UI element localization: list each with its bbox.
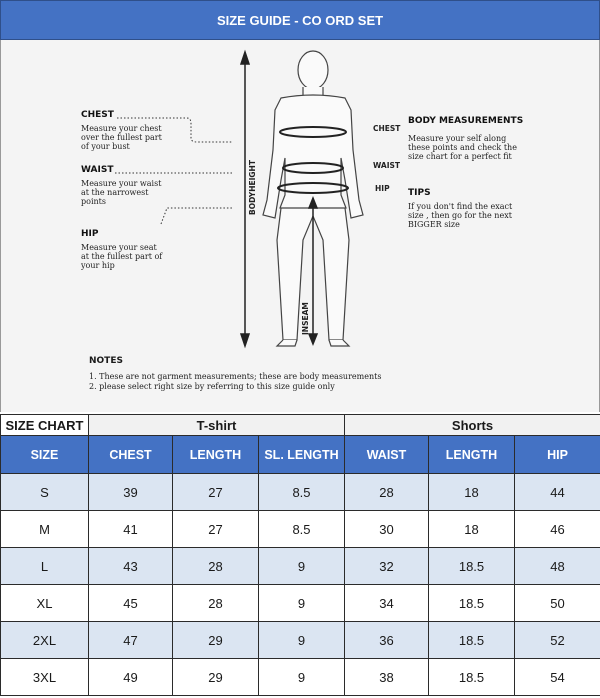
body-measurements-line: size chart for a perfect fit [408,152,512,161]
table-row [1,548,600,585]
chest-line: over the fullest part [81,133,162,142]
waist-line: points [81,197,106,206]
size-chart-label: SIZE CHART [1,415,89,436]
table-cell: 30 [345,511,429,548]
tips-line: BIGGER size [408,220,460,229]
body-measurements-description [408,134,517,161]
size-chart-table [0,414,600,696]
column-header: HIP [515,436,600,474]
table-row [1,659,600,696]
table-cell: S [1,474,89,511]
column-header: LENGTH [173,436,259,474]
chest-description [81,124,162,151]
tips-title: TIPS [408,188,431,198]
table-cell: M [1,511,89,548]
table-cell: 28 [173,548,259,585]
page-title [0,0,600,40]
table-cell: 18.5 [429,659,515,696]
table-cell: 47 [89,622,173,659]
table-cell: 29 [173,622,259,659]
table-cell: 38 [345,659,429,696]
table-cell: 44 [515,474,600,511]
table-cell: 18 [429,474,515,511]
table-cell: L [1,548,89,585]
table-cell: 41 [89,511,173,548]
column-header: SIZE [1,436,89,474]
column-header: CHEST [89,436,173,474]
table-cell: XL [1,585,89,622]
table-cell: 39 [89,474,173,511]
inseam-label: INSEAM [301,302,310,335]
note-item: 1. These are not garment measurements; these are body measurements [89,372,382,381]
table-row [1,474,600,511]
table-cell: 45 [89,585,173,622]
table-cell: 3XL [1,659,89,696]
table-cell: 43 [89,548,173,585]
hip-line: your hip [81,261,115,270]
shorts-group-header: Shorts [345,415,600,436]
table-cell: 18.5 [429,548,515,585]
column-header: WAIST [345,436,429,474]
table-cell: 27 [173,474,259,511]
column-header-row [1,436,600,474]
table-cell: 36 [345,622,429,659]
hip-title: HIP [81,229,99,239]
chest-line: Measure your chest [81,124,162,133]
table-cell: 9 [259,548,345,585]
table-cell: 54 [515,659,600,696]
table-cell: 50 [515,585,600,622]
figure-waist-label: WAIST [373,161,401,170]
tips-line: size , then go for the next [408,211,512,220]
table-row [1,511,600,548]
tips-description [408,202,512,229]
table-cell: 32 [345,548,429,585]
column-header: LENGTH [429,436,515,474]
tips-line: If you don't find the exact [408,202,513,211]
page-title-text: SIZE GUIDE - CO ORD SET [216,12,384,28]
note-item: 2. please select right size by referring to this size guide only [89,382,335,391]
table-cell: 9 [259,585,345,622]
table-cell: 8.5 [259,474,345,511]
bodyheight-label: BODYHEIGHT [248,160,257,215]
table-cell: 46 [515,511,600,548]
waist-title: WAIST [81,165,114,175]
table-cell: 9 [259,659,345,696]
table-cell: 2XL [1,622,89,659]
hip-line: at the fullest part of [81,252,163,261]
tshirt-group-header: T-shirt [89,415,345,436]
table-cell: 34 [345,585,429,622]
waist-line: Measure your waist [81,179,162,188]
size-chart-group-row [1,415,600,436]
table-cell: 28 [345,474,429,511]
table-cell: 18.5 [429,585,515,622]
chest-line: of your bust [81,142,130,151]
table-cell: 48 [515,548,600,585]
hip-description [81,243,162,270]
table-cell: 9 [259,622,345,659]
body-measurements-line: Measure your self along [408,134,507,143]
table-cell: 8.5 [259,511,345,548]
body-measurements-line: these points and check the [408,143,517,152]
figure-hip-label: HIP [375,184,390,193]
waist-description [81,179,161,206]
table-row [1,585,600,622]
notes-title: NOTES [89,356,123,366]
table-cell: 29 [173,659,259,696]
hip-line: Measure your seat [81,243,157,252]
table-cell: 18 [429,511,515,548]
body-measurements-title: BODY MEASUREMENTS [408,116,524,126]
size-guide-illustration [0,40,600,412]
table-cell: 18.5 [429,622,515,659]
table-cell: 28 [173,585,259,622]
figure-chest-label: CHEST [373,124,401,133]
table-cell: 49 [89,659,173,696]
table-row [1,622,600,659]
table-cell: 52 [515,622,600,659]
waist-line: at the narrowest [81,188,149,197]
column-header: SL. LENGTH [259,436,345,474]
table-cell: 27 [173,511,259,548]
chest-title: CHEST [81,110,114,120]
